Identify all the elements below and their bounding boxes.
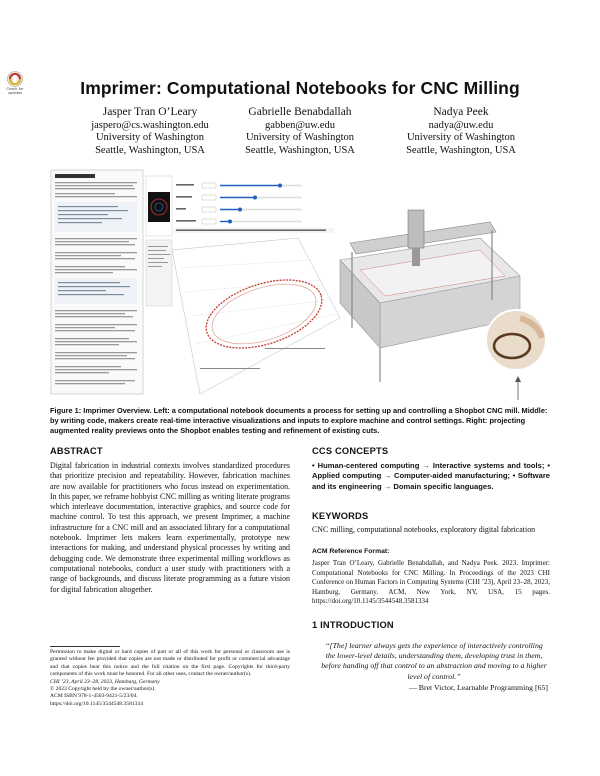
keywords-heading: KEYWORDS: [312, 511, 369, 521]
author-name: Gabrielle Benabdallah: [248, 106, 352, 118]
footnote-rule: [50, 646, 120, 647]
author-affiliation: University of Washington: [406, 132, 516, 143]
author-affiliation: University of Washington: [95, 132, 205, 143]
abstract-heading: ABSTRACT: [50, 446, 103, 456]
copyright-line: © 2023 Copyright held by the owner/author(s).: [50, 686, 156, 693]
author-name: Jasper Tran O’Leary: [102, 106, 198, 118]
doi-link[interactable]: https://doi.org/10.1145/3544548.3581334: [50, 700, 144, 707]
figure-caption: Figure 1: Imprimer Overview. Left: a computational notebook documents a process for setting up and controlling a Shopbot CNC mill. Middle: by writing code, makers create real-time interactive visualizations and inputs to explore machine and control settings. Right: projecting augmented reality previews onto the Shopbot enables testing and refinement of existing cuts.: [50, 406, 548, 435]
abstract-text: Digital fabrication in industrial contexts involves standardized procedures that prioritize precision and repeatability. However, fabrication machines are now available for practitioners who focus instead on experimentation. In this paper, we reframe hobbyist CNC milling as writing literate programs which interleave documentation, interactive graphics, and source code for machine control. To test this approach, we present Imprimer, a machine infrastructure for a CNC mill and an associated library for a computational notebook. Imprimer lets makers learn experimentally, prototype new interactions for making, and understand physical processes by writing and debugging code. We demonstrate three experimental milling workflows as computational notebooks, conduct a user study with practitioners with a range of backgrounds, and discuss literate programming as a future vision for digital fabrication altogether.: [50, 461, 290, 594]
keywords-text: CNC milling, computational notebooks, exploratory digital fabrication: [312, 525, 536, 534]
epigraph-attribution: — Bret Victor, Learnable Programming [65]: [409, 683, 548, 692]
paper-title: Imprimer: Computational Notebooks for CNC Milling: [80, 78, 520, 98]
copyright-footnote: [50, 649, 290, 708]
author-1: [65, 106, 235, 157]
notebook-screenshot: [51, 170, 143, 394]
cnc-machine-illustration: [340, 210, 521, 400]
toolpath-preview: [146, 176, 172, 306]
author-2: [215, 106, 385, 157]
author-3: [376, 106, 546, 157]
author-name: Nadya Peek: [433, 106, 489, 118]
author-email: gabben@uw.edu: [265, 119, 335, 131]
author-affiliation: University of Washington: [245, 132, 355, 143]
figure-illustration: [50, 168, 550, 400]
badge-label: Check for updates: [6, 87, 24, 96]
author-email: nadya@uw.edu: [428, 119, 494, 131]
reference-text: Jasper Tran O’Leary, Gabrielle Benabdallah, and Nadya Peek. 2023. Imprimer: Computational Notebooks for CNC Milling. In Proceedings of the 2023 CHI Conference on Human Factors in Computing Systems (CHI ’23), April 23–28, 2023, Hamburg, Germany. ACM, New York, NY, USA, 15 pages. https://doi.org/10.1145/3544548.3581334: [312, 559, 550, 605]
conference-line: CHI ’23, April 23–28, 2023, Hamburg, Germany: [50, 678, 160, 685]
figure-1: [50, 168, 550, 400]
isbn-line: ACM ISBN 978-1-4503-9421-5/23/04.: [50, 693, 138, 700]
ar-projection-photo: [486, 310, 546, 370]
ccs-text: • Human-centered computing → Interactive systems and tools; • Applied computing → Computer-aided manufacturing; • Software and its engineering → Domain specific languages.: [312, 461, 550, 491]
ccs-heading: CCS CONCEPTS: [312, 446, 389, 456]
author-email: jaspero@cs.washington.edu: [91, 119, 209, 131]
permission-notice: Permission to make digital or hard copies of part or all of this work for personal or classroom use is granted without fee provided that copies are not made or distributed for profit or commercial advantage and that copies bear this notice and the full citation on the first page. Copyrights for third-party components of this work must be honored. For all other uses, contact the owner/author(s).: [50, 649, 290, 678]
3d-toolpath-plot: [172, 238, 340, 394]
author-location: Seattle, Washington, USA: [406, 144, 516, 156]
epigraph-quote: “[The] learner always gets the experience of interactively controlling the lower-level details, understanding them, developing trust in them, before handing off that control to an abstraction and moving to a higher level of control.”: [321, 641, 547, 681]
interactive-sliders: [174, 183, 334, 233]
reference-heading: ACM Reference Format:: [312, 548, 390, 555]
author-location: Seattle, Washington, USA: [95, 144, 205, 156]
author-location: Seattle, Washington, USA: [245, 144, 355, 156]
introduction-heading: 1 INTRODUCTION: [312, 620, 394, 630]
